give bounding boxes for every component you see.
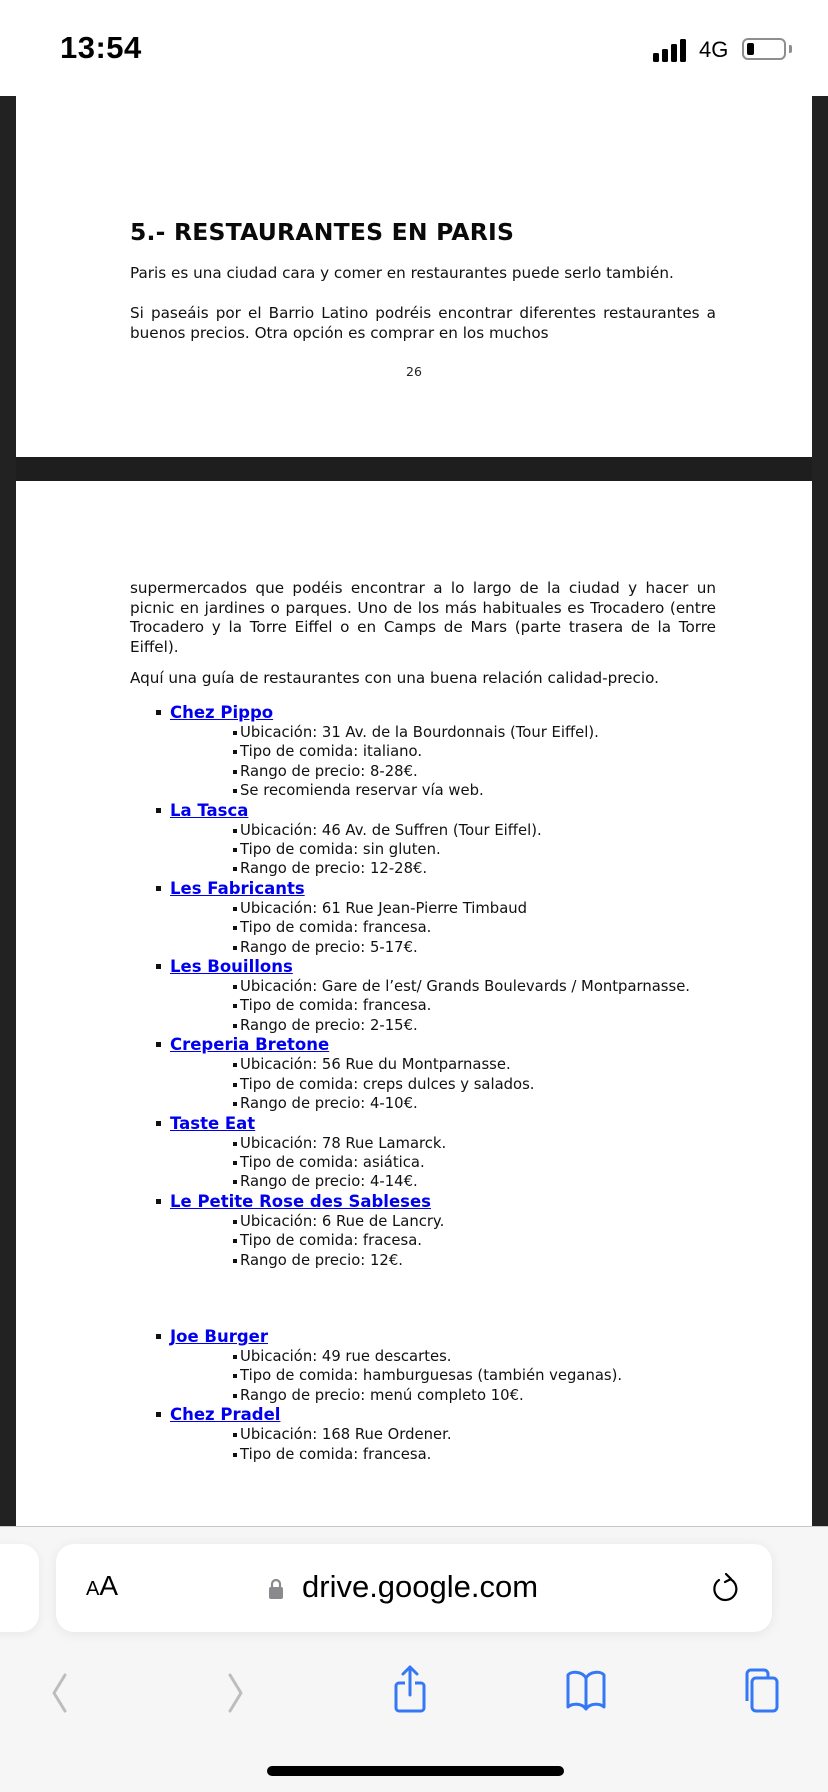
restaurant-detail xyxy=(140,1134,730,1153)
detail-text: Tipo de comida: francesa. xyxy=(240,919,432,937)
page-number: 26 xyxy=(406,364,422,379)
square-bullet-icon xyxy=(156,808,161,813)
square-bullet-icon xyxy=(233,1180,237,1184)
restaurant-detail xyxy=(140,1094,730,1113)
detail-text: Rango de precio: 4-10€. xyxy=(240,1095,418,1113)
restaurant-detail xyxy=(140,859,730,878)
detail-text: Tipo de comida: fracesa. xyxy=(240,1232,422,1250)
detail-text: Rango de precio: menú completo 10€. xyxy=(240,1386,524,1404)
chevron-left-icon xyxy=(30,1661,90,1725)
detail-text: Rango de precio: 8-28€. xyxy=(240,762,418,780)
detail-text: Ubicación: 6 Rue de Lancry. xyxy=(240,1212,445,1230)
section-title: 5.- RESTAURANTES EN PARIS xyxy=(130,218,515,246)
detail-text: Se recomienda reservar vía web. xyxy=(240,782,484,800)
restaurant-link[interactable]: Les Fabricants xyxy=(170,878,305,898)
restaurant-detail xyxy=(140,1153,730,1172)
square-bullet-icon xyxy=(233,1142,237,1146)
reload-icon[interactable] xyxy=(706,1571,742,1607)
square-bullet-icon xyxy=(233,1239,237,1243)
square-bullet-icon xyxy=(233,1259,237,1263)
restaurant-item xyxy=(140,879,730,957)
restaurant-heading xyxy=(140,1114,730,1134)
status-time: 13:54 xyxy=(60,30,142,65)
restaurant-details xyxy=(140,1425,730,1464)
square-bullet-icon xyxy=(233,926,237,930)
square-bullet-icon xyxy=(233,1453,237,1457)
restaurant-link[interactable]: Le Petite Rose des Sableses xyxy=(170,1191,431,1211)
square-bullet-icon xyxy=(156,1334,161,1339)
detail-text: Tipo de comida: creps dulces y salados. xyxy=(240,1075,535,1093)
restaurant-detail xyxy=(140,1366,730,1385)
restaurant-details xyxy=(140,1347,730,1405)
square-bullet-icon xyxy=(233,731,237,735)
restaurant-link[interactable]: La Tasca xyxy=(170,800,249,820)
detail-text: Tipo de comida: italiano. xyxy=(240,743,423,761)
detail-text: Rango de precio: 4-14€. xyxy=(240,1173,418,1191)
restaurant-item xyxy=(140,1035,730,1113)
square-bullet-icon xyxy=(156,710,161,715)
restaurant-detail xyxy=(140,918,730,937)
restaurant-detail xyxy=(140,1231,730,1250)
restaurant-item xyxy=(140,1327,730,1405)
square-bullet-icon xyxy=(233,789,237,793)
square-bullet-icon xyxy=(233,907,237,911)
text-size-button[interactable] xyxy=(86,1570,118,1602)
pdf-page-27 xyxy=(16,481,812,1526)
detail-text: Rango de precio: 2-15€. xyxy=(240,1016,418,1034)
square-bullet-icon xyxy=(233,1161,237,1165)
square-bullet-icon xyxy=(156,964,161,969)
restaurant-item xyxy=(140,1192,730,1270)
browser-toolbar xyxy=(0,1661,828,1725)
restaurant-link[interactable]: Creperia Bretone xyxy=(170,1035,330,1055)
browser-bottom-bar xyxy=(0,1526,828,1792)
detail-text: Ubicación: Gare de l’est/ Grands Boulevards / Montparnasse. xyxy=(240,978,691,996)
battery-tip xyxy=(789,45,792,53)
lock-icon xyxy=(268,1578,284,1600)
square-bullet-icon xyxy=(156,1199,161,1204)
detail-text: Ubicación: 78 Rue Lamarck. xyxy=(240,1134,447,1152)
restaurant-heading xyxy=(140,1192,730,1212)
square-bullet-icon xyxy=(156,1121,161,1126)
pdf-viewer[interactable] xyxy=(0,96,828,1526)
paragraph: Paris es una ciudad cara y comer en restaurantes puede serlo también. xyxy=(130,264,674,282)
detail-text: Ubicación: 46 Av. de Suffren (Tour Eiffel). xyxy=(240,821,542,839)
detail-text: Rango de precio: 12-28€. xyxy=(240,860,428,878)
detail-text: Rango de precio: 5-17€. xyxy=(240,938,418,956)
restaurant-item xyxy=(140,703,730,801)
home-indicator[interactable] xyxy=(267,1766,564,1776)
square-bullet-icon xyxy=(233,1374,237,1378)
restaurant-detail xyxy=(140,723,730,742)
battery-icon xyxy=(742,38,786,60)
restaurant-item xyxy=(140,957,730,1035)
restaurant-detail xyxy=(140,1016,730,1035)
square-bullet-icon xyxy=(233,1004,237,1008)
square-bullet-icon xyxy=(233,985,237,989)
back-button[interactable] xyxy=(30,1661,90,1725)
square-bullet-icon xyxy=(233,750,237,754)
restaurant-heading xyxy=(140,1035,730,1055)
aa-small-glyph: A xyxy=(86,1578,100,1600)
square-bullet-icon xyxy=(233,848,237,852)
restaurant-heading xyxy=(140,801,730,821)
network-type: 4G xyxy=(699,37,729,62)
square-bullet-icon xyxy=(233,829,237,833)
restaurant-detail xyxy=(140,996,730,1015)
status-bar xyxy=(0,0,828,96)
restaurant-detail xyxy=(140,938,730,957)
aa-large-glyph: A xyxy=(99,1570,119,1601)
restaurant-details xyxy=(140,899,730,957)
restaurant-link[interactable]: Les Bouillons xyxy=(170,957,293,977)
url-text[interactable]: drive.google.com xyxy=(302,1569,539,1604)
restaurant-detail xyxy=(140,781,730,800)
restaurant-detail xyxy=(140,1075,730,1094)
detail-text: Ubicación: 31 Av. de la Bourdonnais (Tour Eiffel). xyxy=(240,724,599,741)
detail-text: Tipo de comida: hamburguesas (también veganas). xyxy=(240,1367,623,1385)
restaurant-link[interactable]: Taste Eat xyxy=(170,1113,256,1133)
bookmarks-button[interactable] xyxy=(556,1661,616,1725)
restaurant-detail xyxy=(140,1425,730,1444)
square-bullet-icon xyxy=(156,1042,161,1047)
restaurant-details xyxy=(140,1134,730,1192)
restaurant-detail xyxy=(140,977,730,996)
square-bullet-icon xyxy=(233,1394,237,1398)
restaurant-link[interactable]: Joe Burger xyxy=(170,1326,269,1346)
square-bullet-icon xyxy=(233,1063,237,1067)
restaurant-detail xyxy=(140,742,730,761)
cellular-signal-icon xyxy=(653,38,691,62)
tabs-icon xyxy=(732,1661,792,1725)
restaurant-details xyxy=(140,1055,730,1113)
restaurant-details xyxy=(140,723,730,801)
forward-button[interactable] xyxy=(206,1661,266,1725)
square-bullet-icon xyxy=(233,1083,237,1087)
restaurant-heading xyxy=(140,703,730,723)
restaurant-list xyxy=(140,703,730,1464)
tabs-button[interactable] xyxy=(732,1661,792,1725)
square-bullet-icon xyxy=(156,886,161,891)
square-bullet-icon xyxy=(233,1102,237,1106)
restaurant-detail xyxy=(140,1251,730,1270)
restaurant-detail xyxy=(140,1172,730,1191)
restaurant-heading xyxy=(140,879,730,899)
square-bullet-icon xyxy=(156,1412,161,1417)
restaurant-detail xyxy=(140,1386,730,1405)
detail-text: Tipo de comida: sin gluten. xyxy=(240,841,441,859)
detail-text: Tipo de comida: asiática. xyxy=(240,1153,425,1171)
restaurant-item xyxy=(140,801,730,879)
book-icon xyxy=(556,1661,616,1725)
square-bullet-icon xyxy=(233,1433,237,1437)
share-icon xyxy=(380,1661,440,1725)
paragraph: supermercados que podéis encontrar a lo largo de la ciudad y hacer un picnic en jardines o parques. Uno de los más habituales es Trocadero (entre Trocadero y la Torre Eiffel o en Camps de Mars (parte trasera de la Torre Eiffel). xyxy=(130,579,716,656)
restaurant-heading xyxy=(140,957,730,977)
restaurant-detail xyxy=(140,899,730,918)
restaurant-details xyxy=(140,977,730,1035)
detail-text: Ubicación: 61 Rue Jean-Pierre Timbaud xyxy=(240,899,528,917)
restaurant-link[interactable]: Chez Pradel xyxy=(170,1405,281,1425)
restaurant-detail xyxy=(140,1347,730,1366)
restaurant-item xyxy=(140,1114,730,1192)
restaurant-item xyxy=(140,1405,730,1464)
previous-tab-peek[interactable] xyxy=(0,1544,39,1632)
paragraph: Si paseáis por el Barrio Latino podréis encontrar diferentes restaurantes a buenos precios. Otra opción es comprar en los muchos xyxy=(130,304,716,342)
restaurant-detail xyxy=(140,762,730,781)
square-bullet-icon xyxy=(233,1220,237,1224)
address-bar[interactable] xyxy=(56,1544,772,1632)
restaurant-detail xyxy=(140,1212,730,1231)
square-bullet-icon xyxy=(233,867,237,871)
square-bullet-icon xyxy=(233,946,237,950)
chevron-right-icon xyxy=(206,1661,266,1725)
restaurant-heading xyxy=(140,1327,730,1347)
detail-text: Tipo de comida: francesa. xyxy=(240,1445,432,1463)
page-separator xyxy=(16,457,812,481)
detail-text: Ubicación: 168 Rue Ordener. xyxy=(240,1426,452,1444)
restaurant-detail xyxy=(140,1055,730,1074)
restaurant-details xyxy=(140,821,730,879)
paragraph: Aquí una guía de restaurantes con una buena relación calidad-precio. xyxy=(130,669,659,687)
square-bullet-icon xyxy=(233,770,237,774)
detail-text: Tipo de comida: francesa. xyxy=(240,997,432,1015)
restaurant-detail xyxy=(140,840,730,859)
restaurant-details xyxy=(140,1212,730,1270)
detail-text: Rango de precio: 12€. xyxy=(240,1251,403,1269)
restaurant-detail xyxy=(140,1445,730,1464)
battery-level xyxy=(747,43,754,55)
detail-text: Ubicación: 56 Rue du Montparnasse. xyxy=(240,1056,511,1074)
detail-text: Ubicación: 49 rue descartes. xyxy=(240,1347,452,1365)
restaurant-detail xyxy=(140,821,730,840)
square-bullet-icon xyxy=(233,1024,237,1028)
square-bullet-icon xyxy=(233,1355,237,1359)
restaurant-link[interactable]: Chez Pippo xyxy=(170,703,274,722)
restaurant-heading xyxy=(140,1405,730,1425)
share-button[interactable] xyxy=(380,1661,440,1725)
